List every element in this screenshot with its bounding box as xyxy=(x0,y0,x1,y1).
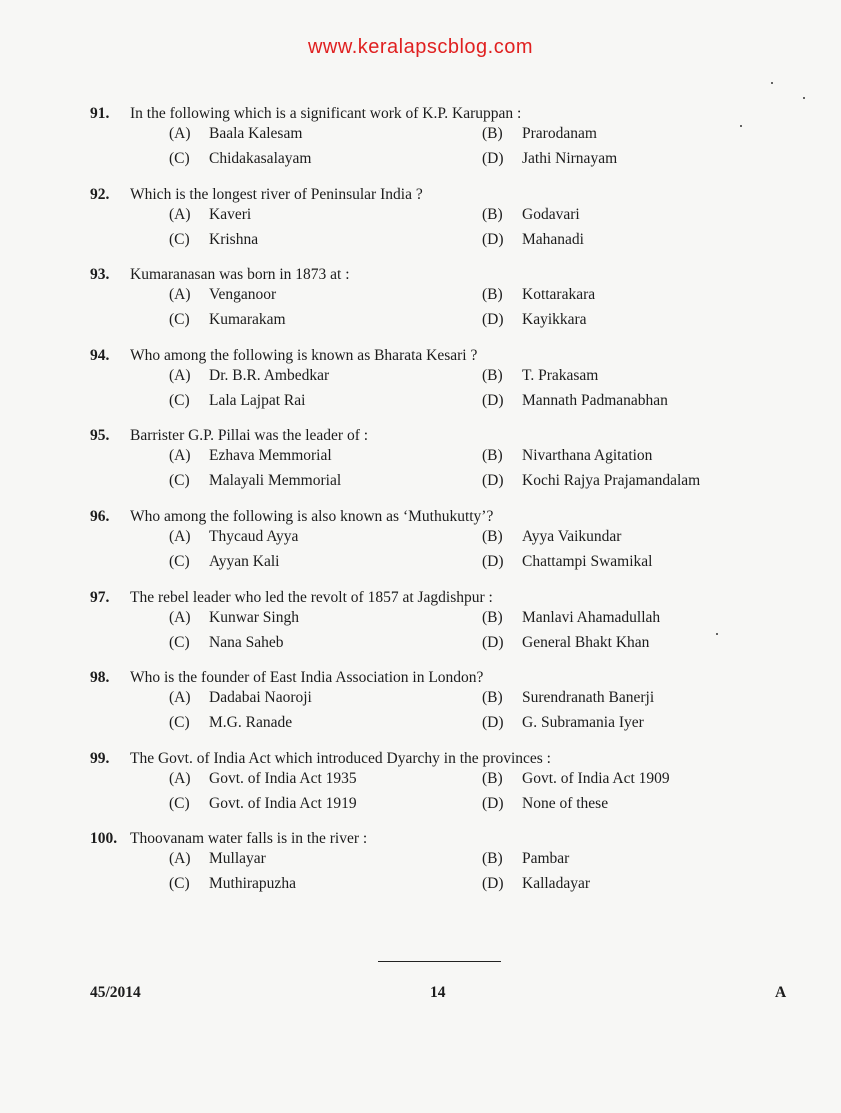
option-text: Surendranath Banerji xyxy=(522,689,655,707)
option-c xyxy=(169,392,305,410)
option-text: Kaveri xyxy=(209,205,252,223)
question-item xyxy=(90,347,790,428)
scan-speck xyxy=(740,125,742,127)
question-number: 100. xyxy=(90,830,118,848)
question-item xyxy=(90,750,790,831)
option-letter: (A) xyxy=(169,850,191,868)
option-letter: (C) xyxy=(169,552,190,570)
option-text: Chidakasalayam xyxy=(209,150,312,167)
option-letter: (B) xyxy=(482,850,503,868)
question-number: 97. xyxy=(90,588,110,606)
option-letter: (B) xyxy=(482,608,503,626)
option-text: Kayikkara xyxy=(522,311,587,329)
option-letter: (D) xyxy=(482,633,504,651)
question-stem xyxy=(90,347,477,365)
option-b xyxy=(482,447,652,465)
question-text: Which is the longest river of Peninsular India ? xyxy=(130,185,423,203)
option-letter: (B) xyxy=(482,447,503,465)
option-letter: (C) xyxy=(169,794,190,812)
option-letter: (A) xyxy=(169,689,191,707)
footer-rule xyxy=(378,961,501,962)
question-number: 95. xyxy=(90,427,110,445)
question-stem xyxy=(90,266,350,284)
option-letter: (D) xyxy=(482,391,504,409)
question-text: Who is the founder of East India Association in London? xyxy=(130,669,484,687)
question-text: Kumaranasan was born in 1873 at : xyxy=(130,266,350,284)
option-b xyxy=(482,286,595,304)
option-b xyxy=(482,367,598,385)
option-text: Ayya Vaikundar xyxy=(522,527,622,545)
question-text: Who among the following is also known as ‘Muthukutty’? xyxy=(130,507,494,525)
page-number: 14 xyxy=(430,984,446,1001)
option-text: Ayyan Kali xyxy=(209,552,280,570)
option-d xyxy=(482,875,590,893)
question-stem xyxy=(90,830,367,848)
option-letter: (D) xyxy=(482,552,504,570)
option-letter: (A) xyxy=(169,286,191,304)
option-text: Baala Kalesam xyxy=(209,125,303,142)
option-letter: (A) xyxy=(169,366,191,384)
question-stem xyxy=(90,427,368,445)
question-text: The rebel leader who led the revolt of 1857 at Jagdishpur : xyxy=(130,588,493,606)
option-text: Dadabai Naoroji xyxy=(209,689,312,707)
question-text: Who among the following is known as Bharata Kesari ? xyxy=(130,346,478,364)
option-d xyxy=(482,311,587,329)
option-b xyxy=(482,689,654,707)
question-stem xyxy=(90,105,521,123)
option-text: Lala Lajpat Rai xyxy=(209,391,306,409)
option-d xyxy=(482,231,584,249)
option-letter: (D) xyxy=(482,230,504,248)
option-c xyxy=(169,714,292,732)
option-text: Govt. of India Act 1919 xyxy=(209,794,357,812)
option-letter: (D) xyxy=(482,714,504,732)
option-letter: (D) xyxy=(482,794,504,812)
option-letter: (B) xyxy=(482,689,503,707)
question-text: Barrister G.P. Pillai was the leader of : xyxy=(130,427,369,445)
option-d xyxy=(482,150,617,168)
scan-speck xyxy=(716,633,718,635)
option-text: Chattampi Swamikal xyxy=(522,552,653,570)
option-text: Ezhava Memmorial xyxy=(209,447,332,465)
question-number: 94. xyxy=(90,346,110,364)
question-number: 98. xyxy=(90,669,110,687)
question-list xyxy=(90,105,790,911)
option-text: Govt. of India Act 1909 xyxy=(522,769,670,787)
option-letter: (D) xyxy=(482,472,504,490)
option-text: Mahanadi xyxy=(522,230,584,248)
option-c xyxy=(169,311,286,329)
option-letter: (C) xyxy=(169,875,190,893)
option-letter: (C) xyxy=(169,230,190,248)
option-letter: (A) xyxy=(169,769,191,787)
question-number: 93. xyxy=(90,266,110,284)
question-number: 91. xyxy=(90,105,110,122)
option-text: Krishna xyxy=(209,230,259,248)
question-stem xyxy=(90,589,493,607)
option-text: Nivarthana Agitation xyxy=(522,447,653,465)
option-letter: (B) xyxy=(482,769,503,787)
option-letter: (A) xyxy=(169,527,191,545)
option-c xyxy=(169,795,357,813)
option-a xyxy=(169,850,266,868)
option-text: T. Prakasam xyxy=(522,366,599,384)
scan-speck xyxy=(803,97,805,99)
option-text: Muthirapuzha xyxy=(209,875,296,893)
option-letter: (A) xyxy=(169,205,191,223)
option-text: Mullayar xyxy=(209,850,266,868)
option-a xyxy=(169,770,357,788)
option-text: Dr. B.R. Ambedkar xyxy=(209,366,330,384)
option-d xyxy=(482,553,652,571)
question-item xyxy=(90,508,790,589)
option-letter: (C) xyxy=(169,633,190,651)
option-c xyxy=(169,553,279,571)
option-text: G. Subramania Iyer xyxy=(522,714,644,732)
option-text: M.G. Ranade xyxy=(209,714,293,732)
question-item xyxy=(90,427,790,508)
option-a xyxy=(169,125,302,143)
option-c xyxy=(169,875,296,893)
option-d xyxy=(482,634,649,652)
paper-code: 45/2014 xyxy=(90,984,141,1001)
question-text: In the following which is a significant work of K.P. Karuppan : xyxy=(130,105,522,122)
option-d xyxy=(482,795,608,813)
option-text: Pambar xyxy=(522,850,570,868)
option-a xyxy=(169,286,276,304)
watermark-url: www.keralapscblog.com xyxy=(307,36,534,58)
option-d xyxy=(482,472,700,490)
question-number: 96. xyxy=(90,507,110,525)
option-letter: (B) xyxy=(482,205,503,223)
option-text: Nana Saheb xyxy=(209,633,284,651)
option-letter: (A) xyxy=(169,447,191,465)
question-text: Thoovanam water falls is in the river : xyxy=(130,830,368,848)
question-text: The Govt. of India Act which introduced Dyarchy in the provinces : xyxy=(130,749,551,767)
option-text: Mannath Padmanabhan xyxy=(522,391,668,409)
option-text: None of these xyxy=(522,794,609,812)
option-letter: (B) xyxy=(482,125,503,142)
option-letter: (C) xyxy=(169,150,190,167)
option-b xyxy=(482,770,670,788)
question-stem xyxy=(90,508,493,526)
option-c xyxy=(169,472,341,490)
option-text: Kochi Rajya Prajamandalam xyxy=(522,472,701,490)
option-letter: (C) xyxy=(169,714,190,732)
option-letter: (B) xyxy=(482,527,503,545)
option-a xyxy=(169,609,299,627)
option-b xyxy=(482,206,580,224)
option-text: Prarodanam xyxy=(522,125,597,142)
question-item xyxy=(90,186,790,267)
option-b xyxy=(482,850,569,868)
option-d xyxy=(482,714,644,732)
option-text: Kottarakara xyxy=(522,286,596,304)
option-letter: (C) xyxy=(169,472,190,490)
option-letter: (A) xyxy=(169,125,191,142)
option-a xyxy=(169,689,312,707)
option-text: Jathi Nirnayam xyxy=(522,150,618,167)
option-text: Malayali Memmorial xyxy=(209,472,342,490)
question-number: 99. xyxy=(90,749,110,767)
option-letter: (B) xyxy=(482,366,503,384)
option-letter: (D) xyxy=(482,875,504,893)
option-b xyxy=(482,609,660,627)
option-letter: (D) xyxy=(482,150,504,167)
option-text: Kalladayar xyxy=(522,875,590,893)
question-stem xyxy=(90,750,551,768)
option-c xyxy=(169,150,311,168)
option-text: Kunwar Singh xyxy=(209,608,299,626)
option-a xyxy=(169,447,332,465)
option-d xyxy=(482,392,668,410)
question-stem xyxy=(90,186,423,204)
option-letter: (D) xyxy=(482,311,504,329)
option-a xyxy=(169,528,298,546)
option-text: Thycaud Ayya xyxy=(209,527,299,545)
question-item xyxy=(90,669,790,750)
option-letter: (B) xyxy=(482,286,503,304)
question-stem xyxy=(90,669,483,687)
question-number: 92. xyxy=(90,185,110,203)
question-item xyxy=(90,830,790,911)
scan-speck xyxy=(771,82,773,84)
option-text: Govt. of India Act 1935 xyxy=(209,769,357,787)
option-text: Venganoor xyxy=(209,286,277,304)
question-item xyxy=(90,105,790,186)
option-text: Kumarakam xyxy=(209,311,286,329)
option-b xyxy=(482,125,597,143)
option-letter: (C) xyxy=(169,391,190,409)
option-a xyxy=(169,367,329,385)
option-text: Godavari xyxy=(522,205,580,223)
question-set: A xyxy=(775,984,787,1001)
option-letter: (A) xyxy=(169,608,191,626)
question-item xyxy=(90,589,790,670)
option-letter: (C) xyxy=(169,311,190,329)
option-c xyxy=(169,634,283,652)
option-c xyxy=(169,231,258,249)
option-text: Manlavi Ahamadullah xyxy=(522,608,661,626)
option-b xyxy=(482,528,621,546)
question-item xyxy=(90,266,790,347)
option-a xyxy=(169,206,251,224)
option-text: General Bhakt Khan xyxy=(522,633,650,651)
